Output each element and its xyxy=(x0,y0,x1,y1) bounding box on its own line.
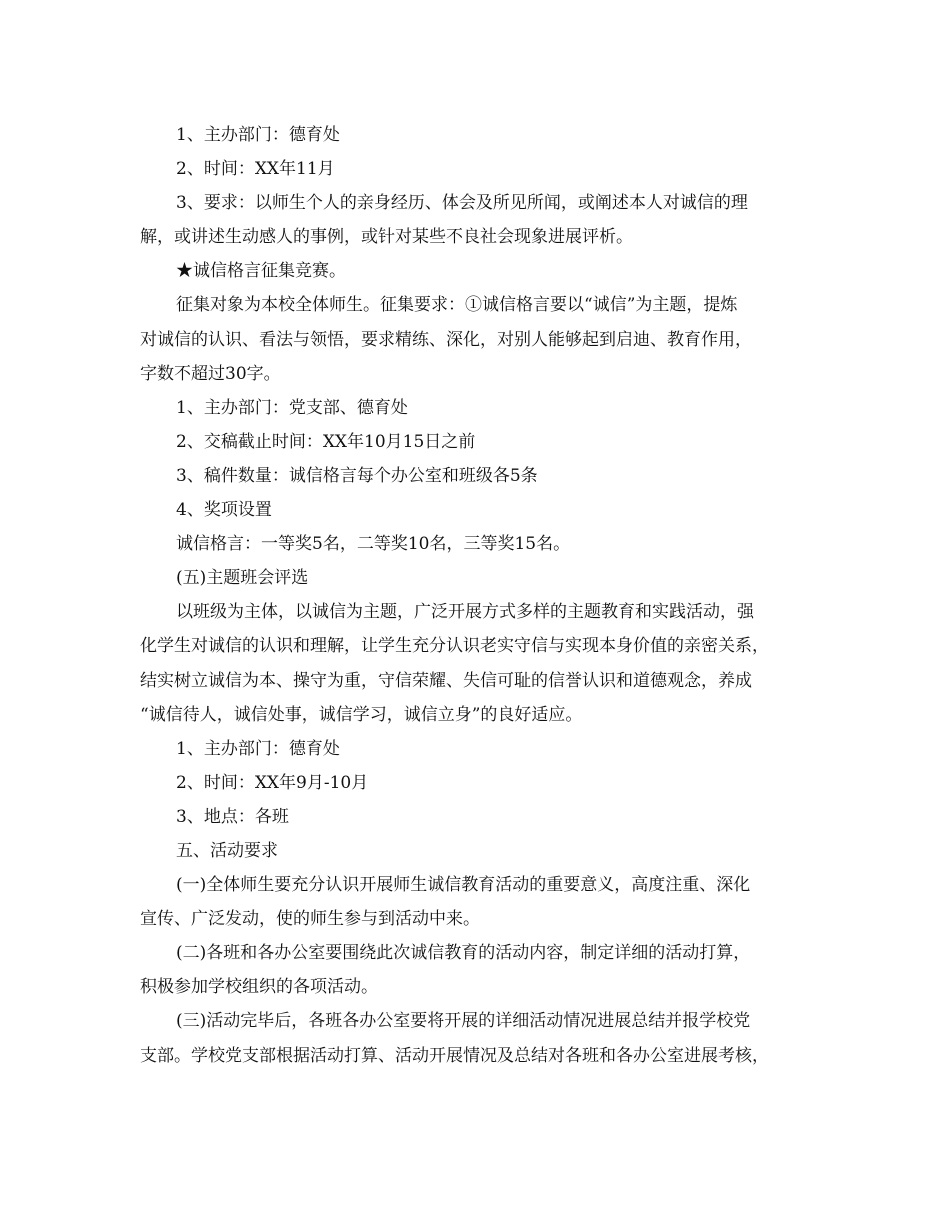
text-line: 征集对象为本校全体师生。征集要求：①诚信格言要以“诚信”为主题，提炼 xyxy=(176,295,738,316)
text-line: “诚信待人，诚信处事，诚信学习，诚信立身”的良好适应。 xyxy=(140,704,583,725)
text-line: 2、时间：XX年11月 xyxy=(176,159,335,180)
text-line: 2、时间：XX年9月-10月 xyxy=(176,772,369,793)
text-line: 诚信格言：一等奖5名，二等奖10名，三等奖15名。 xyxy=(176,534,571,555)
text-line: 1、主办部门：德育处 xyxy=(176,738,340,759)
text-line: 1、主办部门：德育处 xyxy=(176,125,340,145)
text-line: 结实树立诚信为本、操守为重，守信荣耀、失信可耻的信誉认识和道德观念，养成 xyxy=(140,670,752,691)
text-line: 3、地点：各班 xyxy=(176,806,289,827)
text-line: 2、交稿截止时间：XX年10月15日之前 xyxy=(176,431,476,452)
text-line: 五、活动要求 xyxy=(176,840,278,861)
text-line: (五)主题班会评选 xyxy=(176,568,309,589)
document-body xyxy=(140,118,820,1073)
text-line: 字数不超过30字。 xyxy=(140,363,281,384)
text-line: (三)活动完毕后，各班各办公室要将开展的详细活动情况进展总结并报学校党 xyxy=(176,1011,751,1032)
text-line: 1、主办部门：党支部、德育处 xyxy=(176,397,408,418)
text-line: 解，或讲述生动感人的事例，或针对某些不良社会现象进展评析。 xyxy=(140,227,633,248)
text-line: 对诚信的认识、看法与领悟，要求精练、深化，对别人能够起到启迪、教育作用， xyxy=(140,329,752,350)
text-line: 支部。学校党支部根据活动打算、活动开展情况及总结对各班和各办公室进展考核， xyxy=(140,1045,769,1066)
text-line: 4、奖项设置 xyxy=(176,500,272,521)
text-line: (一)全体师生要充分认识开展师生诚信教育活动的重要意义，高度注重、深化 xyxy=(176,875,751,896)
text-line: 化学生对诚信的认识和理解，让学生充分认识老实守信与实现本身价值的亲密关系， xyxy=(140,636,769,657)
text-line: 3、稿件数量：诚信格言每个办公室和班级各5条 xyxy=(176,465,538,486)
text-line: 宣传、广泛发动，使的师生参与到活动中来。 xyxy=(140,909,480,930)
text-line: (二)各班和各办公室要围绕此次诚信教育的活动内容，制定详细的活动打算， xyxy=(176,943,751,964)
text-line: 积极参加学校组织的各项活动。 xyxy=(140,977,378,998)
text-line: 以班级为主体，以诚信为主题，广泛开展方式多样的主题教育和实践活动，强 xyxy=(176,602,754,623)
text-line: 3、要求：以师生个人的亲身经历、体会及所见所闻，或阐述本人对诚信的理 xyxy=(176,193,748,214)
text-line: ★诚信格言征集竞赛。 xyxy=(176,261,346,282)
